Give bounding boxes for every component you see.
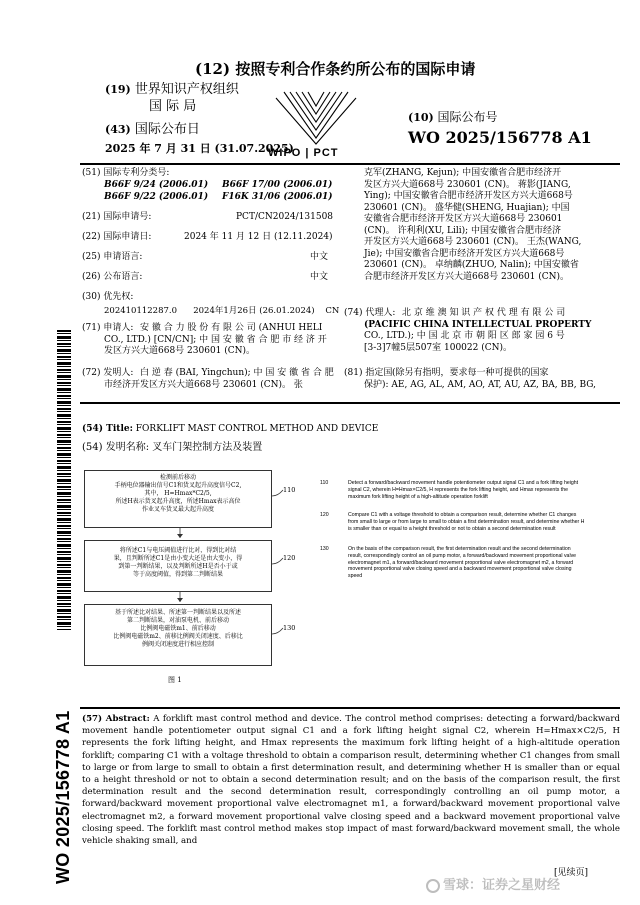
ipc-label: (51) 国际专利分类号:	[82, 168, 170, 178]
wipo-logo-text: WIPO | PCT	[268, 147, 339, 159]
inventor-label: (72) 发明人:	[82, 368, 134, 378]
flowchart-step-130	[84, 604, 272, 666]
inventor-cont-line: 合肥市经济开发区方兴大道668号 230601 (CN)。	[364, 271, 570, 282]
inventor-cont-line: 230601 (CN)。 盛华健(SHENG, Huajian); 中国	[364, 202, 570, 213]
pubdate-value: 2025 年 7 月 31 日 (31.07.2025)	[105, 141, 294, 155]
priority-label: (30) 优先权:	[82, 292, 134, 302]
abstract-rule	[80, 707, 620, 709]
applicant-line: 安 徽 合 力 股 份 有 限 公 司 (ANHUI HELI	[140, 323, 323, 333]
step-line: 比例阀电磁铁m1、前后移动	[140, 625, 216, 633]
pubdate-code: (43)	[105, 123, 131, 136]
step-line: 基于所述比对结果、所述第一判断结果以及所述	[114, 609, 241, 616]
pubdate-label: 国际公布日	[134, 122, 200, 137]
filing-value: 2024 年 11 月 12 日 (12.11.2024)	[184, 232, 333, 242]
watermark-logo-icon	[426, 879, 440, 893]
app-no-value: PCT/CN2024/131508	[236, 212, 334, 222]
inventor-continued	[364, 168, 620, 283]
step-line: 将所述C1与电压阈值进行比对，得到比对结	[119, 547, 237, 554]
arrow-2-icon	[177, 598, 183, 602]
filing-label: (22) 国际申请日:	[82, 232, 152, 242]
states-line: 保护): AE, AG, AL, AM, AO, AT, AU, AZ, BA, BB, BG,	[364, 379, 596, 390]
applicant-line: CO., LTD.) [CN/CN]; 中 国 安 徽 省 合 肥 市 经 济 开	[104, 334, 327, 345]
agent-line: CO., LTD.); 中 国 北 京 市 朝 阳 区 郎 家 园 6 号	[364, 331, 565, 342]
inventor-line: 白 逆 春 (BAI, Yingchun); 中 国 安 徽 省 合 肥	[140, 368, 334, 378]
header-rule	[80, 163, 620, 165]
step-line: 比例阀电磁铁m2、前移比例阀关闭速度、后移比	[113, 633, 243, 641]
watermark-text: 雪球：证券之星财经	[443, 878, 561, 893]
app-no-label: (21) 国际申请号:	[82, 212, 152, 222]
org-name: 世界知识产权组织	[134, 82, 239, 97]
abstract	[82, 713, 620, 847]
title-zh-label: (54) 发明名称:	[82, 442, 150, 453]
inventor-cont-line: Ying); 中国安徽省合肥市经济开发区方兴大道668号	[364, 191, 573, 202]
wipo-logo	[262, 88, 370, 162]
title-en-value: FORKLIFT MAST CONTROL METHOD AND DEVICE	[135, 424, 379, 434]
abstract-text: A forklift mast control method and device. The control method comprises: detecting a forward/backward movement handle potentiometer output signal C1 and a fork lifting height signal C2, wherein H=Hmax×C2/5, H represents the fork lifting height, and Hmax represents the maximum fork lifting height of a high-altitude operation forklift; comparing C1 with a voltage threshold to obtain a comparison result, determining whether C1 changes from small to large or from large to small to obtain a first determination result, and determining whether H is smaller than or equal to a height threshold or not to obtain a second determination result; and on the basis of the comparison result, the first determination result and the second determination result, correspondingly controlling an oil pump motor, a forward/backward movement proportional valve electromagnet m1, a forward/backward movement proportional valve electromagnet m2, a forward movement proportional valve closing speed and a backward movement proportional valve closing speed. The forklift mast control method makes stop impact of mast forward/backward movement small, the whole vehicle shaking small, and	[82, 714, 620, 847]
rstep-text-120: Compare C1 with a voltage threshold to obtain a comparison result, determine whether C1 changes from small to large or from large to small to obtain a first determination result, and determine whether H is smaller than or equal to a height threshold or not to obtain a second determination result	[348, 512, 585, 532]
abstract-label: (57) Abstract:	[82, 714, 150, 724]
agent-line: (PACIFIC CHINA INTELLECTUAL PROPERTY	[364, 319, 592, 330]
publang-label: (26) 公布语言:	[82, 272, 143, 282]
pubnum-code: (10)	[408, 111, 434, 124]
priority-value: 202410112287.0 2024年1月26日 (26.01.2024) CN	[104, 306, 340, 316]
rstep-text-110: Detect a forward/backward movement handle potentiometer output signal C1 and a fork lifting height signal C2, wherein H=Hmax×C2/5, H represents the fork lifting height, and Hmax represents the maximum fork lifting height of a high-altitude operation forklift	[348, 480, 579, 500]
states-label: (81) 指定国	[344, 368, 393, 378]
side-barcode	[57, 330, 71, 630]
side-pub-number: WO 2025/156778 A1	[53, 710, 73, 884]
step-line: 例阀关闭速度进行相应控制	[141, 641, 214, 649]
lang-value: 中文	[310, 252, 329, 262]
title-zh-value: 叉车门架控制方法及装置	[152, 442, 263, 453]
org-block	[105, 82, 239, 116]
title-rule	[80, 402, 620, 404]
pubnum-block	[408, 110, 592, 149]
pubnum-label: 国际公布号	[437, 110, 498, 124]
arrow-1-icon	[177, 534, 183, 538]
step-line: 手柄电位器输出信号C1和货叉起升高度信号C2,	[114, 482, 242, 490]
ipc-4: F16K 31/06 (2006.01)	[222, 192, 333, 202]
step-line: 检测前后移动	[159, 474, 196, 481]
flowchart-step-110	[84, 470, 272, 528]
inventor-cont-line: 230601 (CN)。 卓纳麟(ZHUO, Nalin); 中国安徽省	[364, 260, 579, 271]
step-line: 作业叉车货叉最大起升高度	[141, 506, 214, 514]
step-line: 其中， H=Hmax*C2/5,	[144, 490, 212, 498]
pubnum-value: WO 2025/156778 A1	[408, 128, 592, 148]
step-line: 第二判断结果，对油泵电机、前后移动	[126, 617, 229, 625]
publang-value: 中文	[310, 272, 329, 282]
states-line: (除另有指明，要求每一种可提供的国家	[392, 368, 549, 378]
agent-label: (74) 代理人:	[344, 308, 396, 318]
watermark	[426, 878, 560, 895]
continued-note: [见续页]	[554, 868, 589, 878]
rstep-text-130: On the basis of the comparison result, the first determination result and the second determination result, correspondingly control an oil pump motor, a forward/backward movement proportional valve electromagnet m1, a forward/backward movement proportional valve electromagnet m2, a forward movement proportional valve closing speed and a backward movement proportional valve closing speed	[348, 546, 577, 579]
ipc-3: B66F 9/22 (2006.01)	[104, 192, 209, 202]
step-label-130: 130	[283, 624, 296, 632]
org-sub: 国 际 局	[149, 98, 197, 114]
agent-line: 北 京 维 澳 知 识 产 权 代 理 有 限 公 司	[402, 308, 566, 318]
rstep-num-110: 110	[320, 480, 329, 486]
step-line: 等于高度阈值，得到第二判断结果	[132, 571, 223, 579]
figure-caption: 图 1	[168, 676, 182, 684]
step-label-120: 120	[283, 554, 296, 562]
agent-line: [3-3]7幢5层507室 100022 (CN)。	[364, 342, 513, 353]
org-code: (19)	[105, 83, 131, 96]
title-code: (12)	[195, 60, 231, 78]
rstep-num-120: 120	[320, 512, 329, 518]
inventor-cont-line: (CN)。 许利利(XU, Lili); 中国安徽省合肥市经济	[364, 225, 562, 236]
ipc-1: B66F 9/24 (2006.01)	[104, 180, 209, 190]
inventor-cont-line: 安徽省合肥市经济开发区方兴大道668号 230601	[364, 214, 563, 225]
inventor-cont-line: Jie); 中国安徽省合肥市经济开发区方兴大道668号	[364, 248, 565, 259]
figure-area	[80, 468, 620, 693]
inventor-cont-line: 克军(ZHANG, Kejun); 中国安徽省合肥市经济开	[364, 168, 562, 178]
rstep-num-130: 130	[320, 546, 329, 552]
inventor-cont-line: 开发区方兴大道668号 230601 (CN)。 王杰(WANG,	[364, 237, 582, 248]
document-title	[195, 60, 475, 79]
ipc-2: B66F 17/00 (2006.01)	[222, 180, 333, 190]
applicant-line: 发区方兴大道668号 230601 (CN)。	[104, 346, 256, 357]
step-line: 到第一判断结果，以及判断所述H是否小于或	[118, 563, 238, 571]
applicant-label: (71) 申请人:	[82, 323, 134, 333]
step-line: 果，且判断所述C1是由小变大还是由大变小，得	[113, 555, 243, 563]
title-text: 按照专利合作条约所公布的国际申请	[235, 60, 476, 78]
flowchart-step-120	[84, 540, 272, 592]
inventor-line: 市经济开发区方兴大道668号 230601 (CN)。 张	[104, 379, 303, 390]
inventor-cont-line: 发区方兴大道668号 230601 (CN)。 蒋影(JIANG,	[364, 179, 571, 190]
lang-label: (25) 申请语言:	[82, 252, 143, 262]
title-en	[82, 424, 378, 436]
step-label-110: 110	[283, 486, 296, 494]
step-line: 所述H表示货叉起升高度，所述Hmax表示高位	[115, 498, 241, 506]
title-en-label: (54) Title:	[82, 424, 133, 434]
title-zh	[82, 442, 262, 455]
